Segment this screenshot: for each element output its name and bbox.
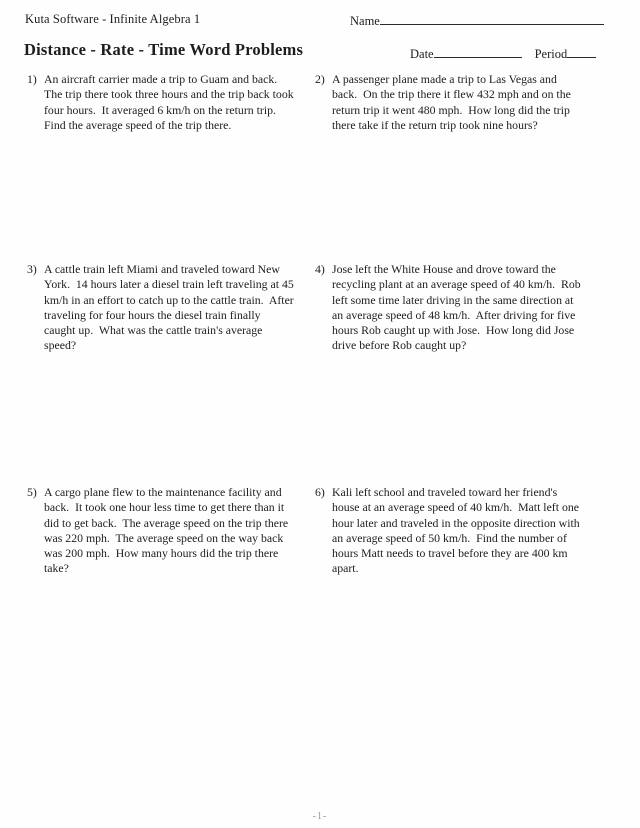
- problems-grid: [27, 72, 603, 577]
- problem-number: 6): [315, 485, 325, 499]
- problem-number: 3): [27, 262, 37, 276]
- page-title: Distance - Rate - Time Word Problems: [24, 40, 304, 59]
- footer: [0, 811, 640, 822]
- problem-4: [315, 262, 603, 485]
- problem-text: An aircraft carrier made a trip to Guam and back. The trip there took three hours and the trip back took four hours. It averaged 6 km/h on the return trip. Find the average speed of the trip there.: [44, 72, 297, 132]
- problem-text: A cargo plane flew to the maintenance facility and back. It took one hour less time to get there than it did to get back. The average speed on the trip there was 220 mph. The average speed on the way back was 200 mph. How many hours did the trip there take?: [44, 485, 292, 576]
- page-number: -1-: [312, 811, 328, 822]
- problem-text: Kali left school and traveled toward her friend's house at an average speed of 40 km/h. Matt left one hour later and traveled in the opposite direction with an average speed of 50 km/h. Find the number of hours Matt needs to travel before they are 400 km apart.: [332, 485, 583, 576]
- name-field: [350, 12, 604, 29]
- name-blank-line: [380, 12, 604, 25]
- problem-5: [27, 485, 315, 577]
- problem-3: [27, 262, 315, 485]
- problem-6: [315, 485, 603, 577]
- problem-text: A cattle train left Miami and traveled toward New York. 14 hours later a diesel train left traveling at 45 km/h in an effort to catch up to the cattle train. After traveling for four hours the diesel train finally caught up. What was the cattle train's average speed?: [44, 262, 297, 353]
- problem-number: 2): [315, 72, 325, 86]
- software-title: Kuta Software - Infinite Algebra 1: [25, 12, 201, 26]
- date-blank-line: [434, 45, 522, 58]
- date-period-field: [410, 45, 596, 62]
- problem-1: [27, 72, 315, 262]
- problem-number: 5): [27, 485, 37, 499]
- problem-text: Jose left the White House and drove toward the recycling plant at an average speed of 40 km/h. Rob left some time later driving in the same direction at an average speed of 48 km/h. After driving for five hours Rob caught up with Jose. How long did Jose drive before Rob caught up?: [332, 262, 584, 353]
- problem-text: A passenger plane made a trip to Las Vegas and back. On the trip there it flew 432 mph and on the return trip it went 480 mph. How long did the trip there take if the return trip took nine hours?: [332, 72, 574, 132]
- date-label: Date: [410, 47, 434, 61]
- problem-number: 1): [27, 72, 37, 86]
- problem-2: [315, 72, 603, 262]
- period-label: Period: [534, 47, 568, 61]
- period-blank-line: [567, 45, 596, 58]
- problem-number: 4): [315, 262, 325, 276]
- name-label: Name: [350, 14, 380, 28]
